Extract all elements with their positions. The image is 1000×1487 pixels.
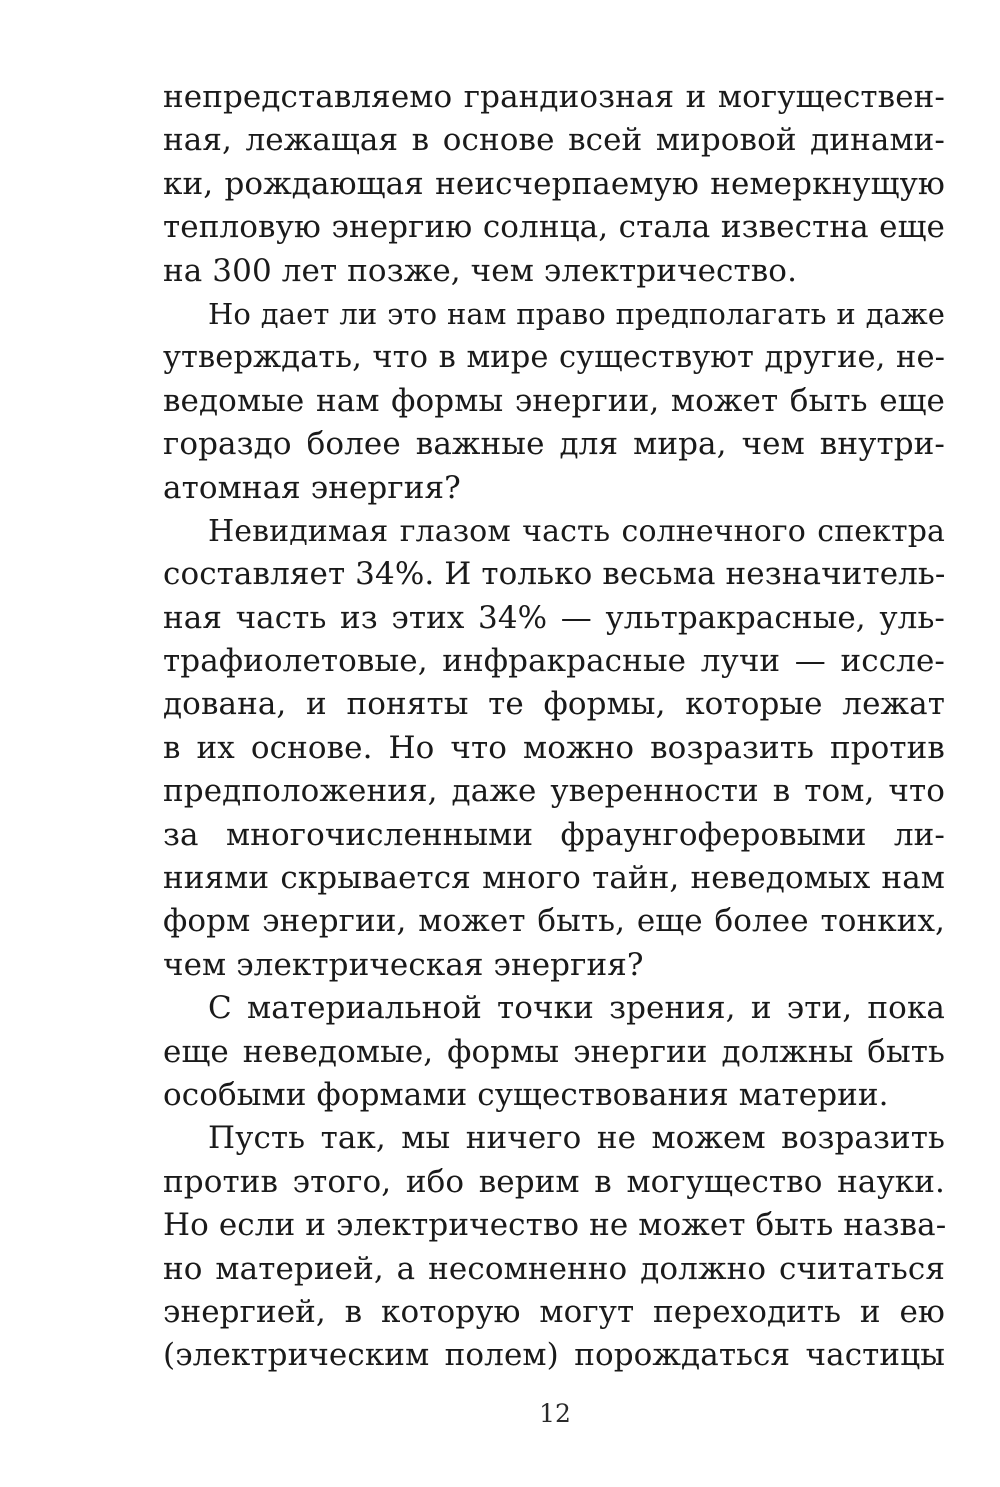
text-line: но материей, а несомненно должно считаться <box>163 1250 945 1287</box>
text-line: против этого, ибо верим в могущество науки. <box>163 1163 945 1200</box>
text-line: дована, и поняты те формы, которые лежат <box>163 686 945 723</box>
text-line: ки, рождающая неисчерпаемую немеркнущую <box>163 165 945 202</box>
text-line: С материальной точки зрения, и эти, пока <box>208 990 945 1027</box>
text-line: предположения, даже уверенности в том, что <box>163 773 945 810</box>
text-line: на 300 лет позже, чем электричество. <box>163 252 798 289</box>
text-line: чем электрическая энергия? <box>163 946 644 983</box>
text-line: особыми формами существования материи. <box>163 1076 889 1113</box>
text-line: утверждать, что в мире существуют другие, не- <box>163 340 945 376</box>
text-line: форм энергии, может быть, еще более тонких, <box>163 903 945 940</box>
text-line: ная, лежащая в основе всей мировой динами- <box>163 122 945 159</box>
text-line: ная часть из этих 34% — ультракрасные, уль- <box>163 599 945 636</box>
text-line: Но если и электричество не может быть назва- <box>163 1207 947 1244</box>
text-line: за многочисленными фраунгоферовыми ли- <box>163 816 945 853</box>
text-line: ведомые нам формы энергии, может быть еще <box>163 382 945 419</box>
body-text <box>163 76 945 1378</box>
text-line: атомная энергия? <box>163 469 461 506</box>
text-line: составляет 34%. И только весьма незначитель- <box>163 556 946 593</box>
text-line: гораздо более важные для мира, чем внутри- <box>163 426 945 463</box>
text-line: еще неведомые, формы энергии должны быть <box>163 1033 945 1070</box>
text-line: ниями скрывается много тайн, неведомых нам <box>163 860 945 897</box>
text-line: энергией, в которую могут переходить и ею <box>163 1293 945 1330</box>
text-line: Невидимая глазом часть солнечного спектра <box>208 513 945 549</box>
text-line: непредставляемо грандиозная и могуществен- <box>163 79 945 115</box>
text-line: трафиолетовые, инфракрасные лучи — иссле- <box>163 643 945 680</box>
text-line: Но дает ли это нам право предполагать и даже <box>208 296 945 331</box>
text-line: Пусть так, мы ничего не можем возразить <box>208 1120 945 1157</box>
text-line: в их основе. Но что можно возразить против <box>163 729 945 766</box>
text-line: (электрическим полем) порождаться частицы <box>163 1337 945 1374</box>
text-line: тепловую энергию солнца, стала известна еще <box>163 209 945 246</box>
page-number: 12 <box>539 1399 571 1428</box>
